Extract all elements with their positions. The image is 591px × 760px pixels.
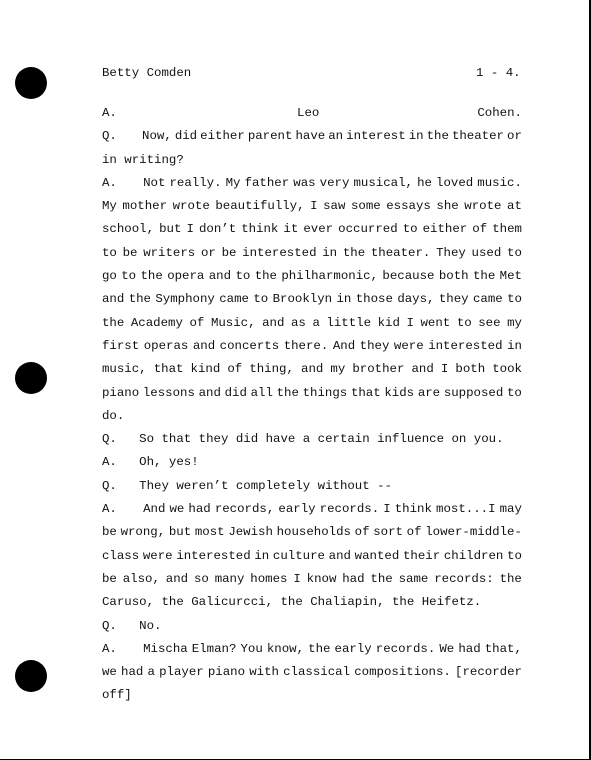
word: in: [336, 292, 352, 307]
word: think: [394, 502, 432, 517]
transcript-line: [102, 195, 522, 218]
word: don’t: [198, 222, 237, 237]
word: We: [439, 641, 455, 656]
word: and: [102, 292, 125, 307]
word: Music,: [210, 315, 256, 330]
word: They: [436, 245, 466, 260]
word: Academy: [130, 315, 183, 330]
word: and: [192, 338, 216, 353]
word: to: [507, 245, 522, 260]
word: piano: [207, 665, 246, 680]
transcript-line: [102, 288, 522, 311]
word: households: [276, 525, 351, 540]
word: Symphony: [155, 292, 215, 307]
word: little: [326, 315, 372, 330]
transcript-line: [102, 382, 522, 405]
transcript-line: [102, 358, 522, 381]
word: records:: [434, 571, 494, 586]
transcript-line: A. Oh, yes!: [102, 455, 199, 470]
word: at: [507, 199, 522, 214]
word: be: [221, 245, 237, 260]
word: there.: [283, 338, 329, 353]
word: supposed: [443, 385, 504, 400]
word: with: [249, 665, 279, 680]
word: see: [478, 315, 501, 330]
word: had: [342, 571, 365, 586]
binder-hole: [15, 362, 47, 394]
word: I: [186, 222, 194, 237]
binder-hole: [15, 67, 47, 99]
word: and: [208, 269, 232, 284]
word: early: [334, 641, 372, 656]
word: or: [200, 245, 216, 260]
word: You: [240, 641, 263, 656]
word: my: [507, 315, 522, 330]
word: I: [310, 199, 318, 214]
word: essays: [386, 199, 431, 214]
word: and: [198, 385, 221, 400]
word: A.: [102, 175, 117, 190]
word: wrote: [464, 199, 502, 214]
transcript-line: Q. They weren’t completely without --: [102, 478, 392, 493]
word: in: [408, 129, 424, 144]
word: school,: [102, 222, 155, 237]
word: I: [383, 502, 391, 517]
transcript-line: [102, 218, 522, 241]
word: some: [350, 199, 381, 214]
word: culture: [272, 548, 325, 563]
transcript-body: [102, 102, 522, 708]
word: loved: [436, 175, 474, 190]
word: but: [159, 222, 182, 237]
word: Q.: [102, 129, 117, 144]
word: the: [254, 269, 277, 284]
word: think: [241, 222, 279, 237]
transcript-line: [102, 661, 522, 684]
word: Cohen.: [477, 106, 522, 120]
transcript-line: in writing?: [102, 152, 184, 167]
word: of: [406, 525, 422, 540]
page-number: 1 - 4.: [476, 66, 521, 80]
word: did: [224, 385, 247, 400]
word: most: [194, 525, 225, 540]
word: that: [350, 385, 381, 400]
word: to: [507, 292, 522, 307]
word: in: [254, 548, 270, 563]
transcript-line: [102, 545, 522, 568]
word: interested: [176, 548, 251, 563]
word: know,: [266, 641, 305, 656]
word: were: [142, 548, 173, 563]
word: many: [214, 571, 245, 586]
word: writers: [143, 245, 196, 260]
word: ever: [303, 222, 334, 237]
word: wrong,: [120, 525, 166, 540]
word: the: [499, 571, 522, 586]
word: first: [102, 338, 140, 353]
word: also,: [122, 571, 160, 586]
word: in: [507, 338, 522, 353]
word: classical: [283, 665, 351, 680]
word: to: [507, 385, 522, 400]
word: I: [406, 315, 414, 330]
word: we: [102, 665, 117, 680]
word: in: [322, 245, 338, 260]
word: their: [402, 548, 441, 563]
word: lessons: [142, 385, 195, 400]
word: the: [308, 641, 331, 656]
word: of: [227, 362, 243, 377]
transcript-line: [102, 172, 522, 195]
word: the: [370, 571, 393, 586]
word: musical,: [353, 175, 413, 190]
transcript-line: [102, 568, 522, 591]
word: to: [507, 548, 522, 563]
transcript-line: off]: [102, 688, 132, 703]
transcript-line: [102, 498, 522, 521]
word: he: [417, 175, 432, 190]
word: things: [302, 385, 348, 400]
word: was: [293, 175, 316, 190]
word: or: [507, 129, 522, 144]
word: either: [200, 129, 245, 144]
word: be: [122, 245, 138, 260]
transcript-line: [102, 242, 522, 265]
word: philharmonic,: [281, 269, 379, 284]
word: the: [128, 292, 151, 307]
word: interested: [242, 245, 317, 260]
word: both: [438, 269, 469, 284]
word: children: [443, 548, 504, 563]
binder-hole: [15, 660, 47, 692]
word: very: [319, 175, 350, 190]
word: took: [492, 362, 522, 377]
word: went: [420, 315, 451, 330]
word: A.: [102, 641, 117, 656]
word: class: [102, 548, 140, 563]
word: sort: [373, 525, 403, 540]
word: Brooklyn: [272, 292, 333, 307]
word: and: [301, 362, 324, 377]
word: occurred: [338, 222, 398, 237]
transcript-line: [102, 265, 522, 288]
word: it: [283, 222, 299, 237]
word: wrote: [172, 199, 210, 214]
word: and: [411, 362, 434, 377]
transcript-line: [102, 638, 522, 661]
word: beautifully,: [215, 199, 305, 214]
word: brother: [352, 362, 405, 377]
word: Met: [499, 269, 522, 284]
transcript-line: Q. So that they did have a certain influence on you.: [102, 432, 504, 447]
word: came: [219, 292, 249, 307]
word: A.: [102, 502, 117, 517]
word: we: [169, 502, 185, 517]
word: kid: [377, 315, 400, 330]
word: days,: [397, 292, 435, 307]
word: but: [168, 525, 192, 540]
word: Mischa: [143, 641, 188, 656]
word: because: [382, 269, 435, 284]
word: Jewish: [228, 525, 273, 540]
word: same: [398, 571, 429, 586]
header-name: Betty Comden: [102, 66, 192, 80]
word: go: [102, 269, 117, 284]
word: And: [332, 338, 356, 353]
word: My: [102, 199, 117, 214]
transcript-line: Q. No.: [102, 618, 162, 633]
word: those: [355, 292, 393, 307]
word: to: [253, 292, 269, 307]
word: really.: [169, 175, 222, 190]
word: Leo: [297, 106, 320, 120]
transcript-line: Caruso, the Galicurcci, the Chaliapin, the Heifetz.: [102, 595, 482, 610]
word: had: [458, 641, 481, 656]
transcript-line: [102, 125, 522, 148]
transcript-line: [102, 335, 522, 358]
word: most...I: [436, 502, 496, 517]
word: the: [342, 245, 366, 260]
word: had: [188, 502, 211, 517]
word: theater.: [370, 245, 431, 260]
word: Now,: [142, 129, 172, 144]
transcript-line: [102, 312, 522, 335]
word: be: [102, 525, 117, 540]
word: wanted: [354, 548, 400, 563]
word: theater: [451, 129, 504, 144]
transcript-line: [102, 521, 522, 544]
word: to: [456, 315, 472, 330]
transcript-line: do.: [102, 408, 125, 423]
word: they: [438, 292, 469, 307]
word: early: [278, 502, 316, 517]
word: my: [330, 362, 346, 377]
transcript-line: [102, 102, 522, 125]
word: had: [121, 665, 144, 680]
word: the: [102, 315, 125, 330]
word: of: [354, 525, 370, 540]
word: opera: [167, 269, 205, 284]
word: and: [328, 548, 351, 563]
word: interest: [346, 129, 406, 144]
word: they: [359, 338, 390, 353]
word: Elman?: [191, 641, 237, 656]
word: Not: [143, 175, 166, 190]
word: thing,: [249, 362, 294, 377]
word: of: [472, 222, 488, 237]
word: an: [328, 129, 344, 144]
word: to: [235, 269, 251, 284]
word: father: [244, 175, 290, 190]
word: music,: [102, 362, 147, 377]
word: to: [402, 222, 418, 237]
word: saw: [323, 199, 346, 214]
word: A.: [102, 106, 117, 120]
word: I: [293, 571, 301, 586]
word: either: [422, 222, 468, 237]
word: a: [147, 665, 155, 680]
word: kind: [190, 362, 221, 377]
word: piano: [102, 385, 140, 400]
word: kids: [384, 385, 415, 400]
word: both: [455, 362, 486, 377]
word: records.: [375, 641, 436, 656]
word: are: [417, 385, 441, 400]
word: that,: [484, 641, 522, 656]
word: that: [153, 362, 184, 377]
word: the: [140, 269, 163, 284]
word: as: [291, 315, 306, 330]
word: operas: [143, 338, 189, 353]
word: records.: [319, 502, 380, 517]
word: used: [471, 245, 502, 260]
word: to: [121, 269, 137, 284]
word: and: [165, 571, 189, 586]
word: she: [436, 199, 459, 214]
word: so: [193, 571, 209, 586]
word: a: [312, 315, 320, 330]
word: did: [174, 129, 198, 144]
word: [recorder: [455, 665, 522, 680]
word: interested: [428, 338, 503, 353]
word: music.: [477, 175, 522, 190]
word: to: [102, 245, 117, 260]
word: may: [499, 502, 522, 517]
word: came: [473, 292, 503, 307]
word: parent: [247, 129, 293, 144]
word: compositions.: [354, 665, 451, 680]
word: player: [159, 665, 204, 680]
word: be: [102, 571, 117, 586]
word: of: [189, 315, 205, 330]
word: were: [393, 338, 424, 353]
word: mother: [122, 199, 168, 214]
word: and: [262, 315, 285, 330]
word: the: [426, 129, 449, 144]
word: them: [492, 222, 522, 237]
word: have: [295, 129, 326, 144]
word: concerts: [219, 338, 280, 353]
word: the: [276, 385, 299, 400]
word: And: [143, 502, 166, 517]
word: the: [472, 269, 496, 284]
word: homes: [250, 571, 288, 586]
word: all: [250, 385, 273, 400]
word: lower-middle-: [425, 525, 522, 540]
word: I: [440, 362, 449, 377]
word: records,: [214, 502, 275, 517]
word: My: [225, 175, 241, 190]
word: know: [306, 571, 337, 586]
